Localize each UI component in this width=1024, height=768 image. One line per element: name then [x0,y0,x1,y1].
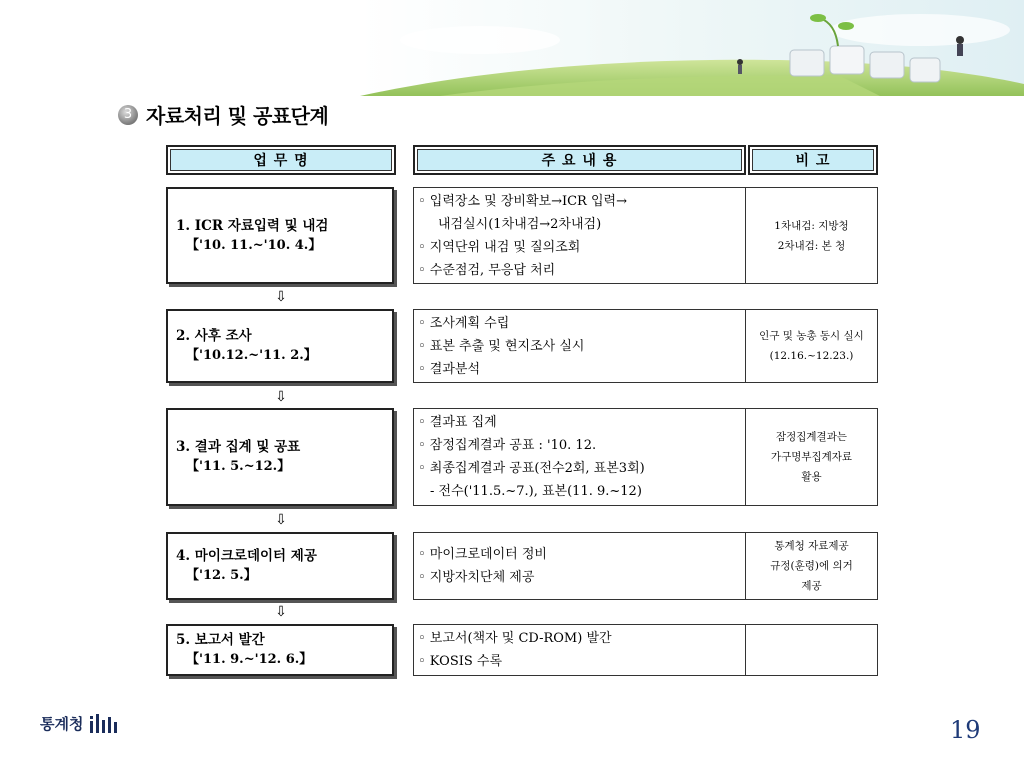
note-line: 2차내검: 본 청 [777,239,846,252]
content-box [413,532,746,600]
statistics-logo-icon [89,712,121,734]
header-task [166,145,396,175]
task-name: 2. 사후 조사 [176,328,252,344]
section-title [118,100,328,129]
down-arrow-icon: ⇩ [275,604,287,620]
section-number-badge: 3 [118,105,138,125]
content-line: ◦ 표본 추출 및 현지조사 실시 [418,338,585,354]
note-line: 규정(훈령)에 의거 [770,560,853,572]
down-arrow-icon: ⇩ [275,389,287,405]
content-line: ◦ 입력장소 및 장비확보→ICR 입력→ [418,193,627,209]
note-line: 통계청 자료제공 [774,540,849,552]
task-name: 1. ICR 자료입력 및 내검 [176,217,329,234]
logo [40,712,121,734]
content-box [413,187,746,284]
content-line: ◦ 결과분석 [418,361,481,377]
task-period: 【'11. 5.~12.】 [186,459,291,474]
task-period: 【'10. 11.~'10. 4.】 [186,237,322,253]
note-box [746,408,878,506]
task-period: 【'11. 9.~'12. 6.】 [186,652,313,667]
note-line: 활용 [801,471,822,483]
note-line: 1차내검: 지방청 [774,219,849,232]
logo-text: 통계청 [40,714,84,733]
content-line: ◦ 지역단위 내검 및 질의조회 [418,239,581,255]
task-box [166,624,394,676]
task-box [166,309,394,383]
content-line: 내검실시(1차내검→2차내검) [438,216,602,232]
page-title: 자료처리 및 공표단계 [146,104,329,128]
content-line: - 전수('11.5.~7.), 표본(11. 9.~12) [430,484,642,499]
content-box [413,309,746,383]
header-note-label: 비 고 [752,149,874,171]
task-name: 4. 마이크로데이터 제공 [176,548,317,564]
note-line: 가구명부집계자료 [770,451,853,463]
content-line: ◦ 결과표 집계 [418,415,497,430]
content-line: ◦ KOSIS 수록 [418,654,503,669]
content-line: ◦ 보고서(책자 및 CD-ROM) 발간 [418,631,612,646]
header-illustration [360,0,1024,96]
note-box [746,309,878,383]
task-name: 3. 결과 집계 및 공표 [176,439,301,455]
header-content-label: 주 요 내 용 [417,149,742,171]
note-line: 제공 [801,580,822,592]
note-box [746,187,878,284]
task-period: 【'12. 5.】 [186,568,257,583]
content-line: ◦ 마이크로데이터 정비 [418,547,547,562]
header-note [748,145,878,175]
task-box [166,408,394,506]
down-arrow-icon: ⇩ [275,289,287,305]
note-line: (12.16.~12.23.) [769,350,854,362]
note-line: 인구 및 농총 동시 실시 [759,330,864,342]
content-line: ◦ 수준점검, 무응답 처리 [418,262,556,278]
content-box [413,624,746,676]
header-task-label: 업 무 명 [170,149,392,171]
content-line: ◦ 잠정집계결과 공표 : '10. 12. [418,438,597,453]
note-box [746,624,878,676]
task-name: 5. 보고서 발간 [176,632,265,648]
header-content [413,145,746,175]
task-box [166,187,394,284]
task-period: 【'10.12.~'11. 2.】 [186,348,317,363]
content-line: ◦ 조사계획 수립 [418,315,510,331]
page-number: 19 [950,716,981,744]
down-arrow-icon: ⇩ [275,512,287,528]
note-box [746,532,878,600]
task-box [166,532,394,600]
content-line: ◦ 최종집계결과 공표(전수2회, 표본3회) [418,461,645,476]
content-box [413,408,746,506]
content-line: ◦ 지방자치단체 제공 [418,570,535,585]
note-line: 잠정집계결과는 [775,431,847,443]
